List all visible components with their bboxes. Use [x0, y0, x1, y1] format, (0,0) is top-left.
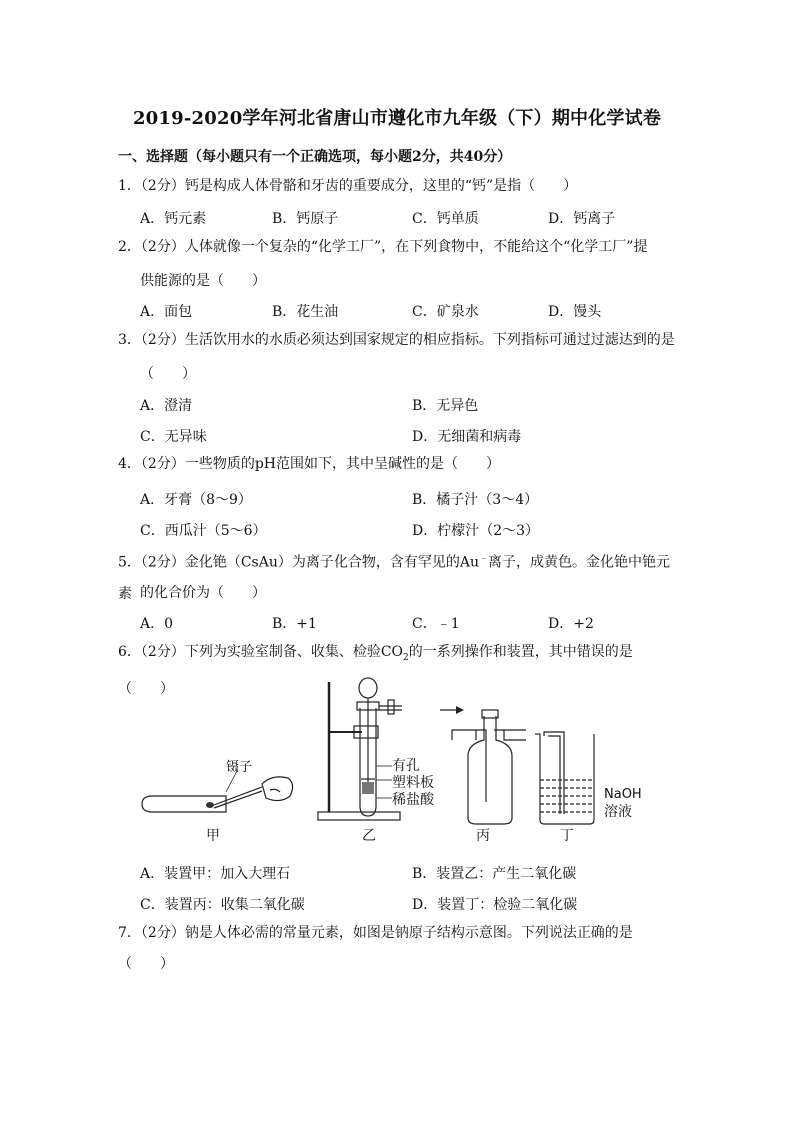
q5-stem-sup: ﹣ [478, 554, 488, 564]
question-6-options-row2 [140, 894, 680, 918]
label-perforated-1: 有孔 [392, 758, 420, 774]
arrow-icon [440, 706, 464, 714]
apparatus-bing [452, 710, 526, 844]
label-jia: 甲 [206, 828, 220, 844]
q5-option-c[interactable]: C．﹣1 [412, 616, 460, 632]
q6-option-c[interactable]: C．装置丙：收集二氧化碳 [140, 897, 305, 913]
q6-stem-sub: 2 [403, 652, 409, 663]
apparatus-jia [142, 759, 293, 844]
question-2-stem-cont: 供能源的是（ ） [140, 273, 266, 289]
question-3-options-row1 [140, 395, 680, 419]
exam-title: 2019-2020学年河北省唐山市遵化市九年级（下）期中化学试卷 [132, 108, 662, 129]
question-3-stem-cont: （ ） [140, 366, 196, 382]
q5-stem-a: 5．（2分）金化铯（CsAu）为离子化合物，含有罕见的Au [118, 554, 479, 571]
q4-option-c[interactable]: C．西瓜汁（5～6） [140, 523, 267, 539]
label-yi: 乙 [362, 828, 376, 844]
question-5-stem-cont: 的化合价为（ ） [140, 585, 266, 601]
q6-option-d[interactable]: D．装置丁：检验二氧化碳 [412, 897, 578, 913]
label-acid: 稀盐酸 [392, 792, 434, 808]
label-naoh-2: 溶液 [604, 804, 632, 820]
q6-option-b[interactable]: B．装置乙：产生二氧化碳 [412, 866, 577, 882]
question-2-stem: 2．（2分）人体就像一个复杂的“化学工厂”，在下列食物中，不能给这个“化学工厂”提 [118, 239, 648, 255]
question-5-options [140, 613, 680, 637]
lab-apparatus-figure [130, 674, 690, 844]
q1-option-b[interactable]: B．钙原子 [272, 211, 339, 227]
label-naoh-1: NaOH [604, 787, 642, 802]
label-perforated-2: 塑料板 [392, 775, 434, 791]
q2-option-d[interactable]: D．馒头 [548, 304, 602, 320]
section-heading: 一、选择题（每小题只有一个正确选项，每小题2分，共40分） [118, 149, 512, 165]
question-3-options-row2 [140, 426, 680, 450]
q5-stem-b: 离子，成黄色。金化铯中铯元素 [118, 554, 670, 602]
apparatus-yi [318, 678, 435, 844]
q6-stem-a: 6．（2分）下列为实验室制备、收集、检验CO [118, 644, 404, 660]
q3-option-d[interactable]: D．无细菌和病毒 [412, 429, 522, 445]
q5-option-d[interactable]: D．+2 [548, 616, 594, 632]
question-3-stem: 3．（2分）生活饮用水的水质必须达到国家规定的相应指标。下列指标可通过过滤达到的是 [118, 332, 675, 348]
label-ding: 丁 [560, 828, 574, 844]
q5-option-b[interactable]: B．+1 [272, 616, 317, 632]
question-4-options-row1 [140, 489, 680, 513]
q3-option-a[interactable]: A．澄清 [140, 398, 193, 414]
question-4-options-row2 [140, 520, 680, 544]
q3-option-c[interactable]: C．无异味 [140, 429, 207, 445]
question-2-options [140, 301, 680, 325]
q1-option-a[interactable]: A．钙元素 [140, 211, 207, 227]
q6-stem-b: 的一系列操作和装置，其中错误的是（ ） [118, 644, 633, 697]
q1-option-d[interactable]: D．钙离子 [548, 211, 616, 227]
q4-option-a[interactable]: A．牙膏（8～9） [140, 492, 252, 508]
q1-option-c[interactable]: C．钙单质 [412, 211, 479, 227]
label-bing: 丙 [476, 828, 490, 844]
question-1-stem: 1．（2分）钙是构成人体骨骼和牙齿的重要成分，这里的“钙”是指（ ） [118, 178, 578, 194]
label-tweezers: 镊子 [226, 760, 253, 775]
question-6-options-row1 [140, 863, 680, 887]
question-1-options [140, 208, 680, 232]
q3-option-b[interactable]: B．无异色 [412, 398, 479, 414]
q4-option-b[interactable]: B．橘子汁（3～4） [412, 492, 539, 508]
question-7-stem: 7．（2分）钠是人体必需的常量元素，如图是钠原子结构示意图。下列说法正确的是（ ） [118, 925, 633, 972]
q5-option-a[interactable]: A．0 [140, 616, 174, 632]
q2-option-c[interactable]: C．矿泉水 [412, 304, 479, 320]
question-4-stem: 4．（2分）一些物质的pH范围如下，其中呈碱性的是（ ） [118, 456, 500, 472]
apparatus-ding [535, 732, 642, 844]
q2-option-b[interactable]: B．花生油 [272, 304, 339, 320]
q6-option-a[interactable]: A．装置甲：加入大理石 [140, 866, 291, 882]
q4-option-d[interactable]: D．柠檬汁（2～3） [412, 523, 540, 539]
q2-option-a[interactable]: A．面包 [140, 304, 193, 320]
